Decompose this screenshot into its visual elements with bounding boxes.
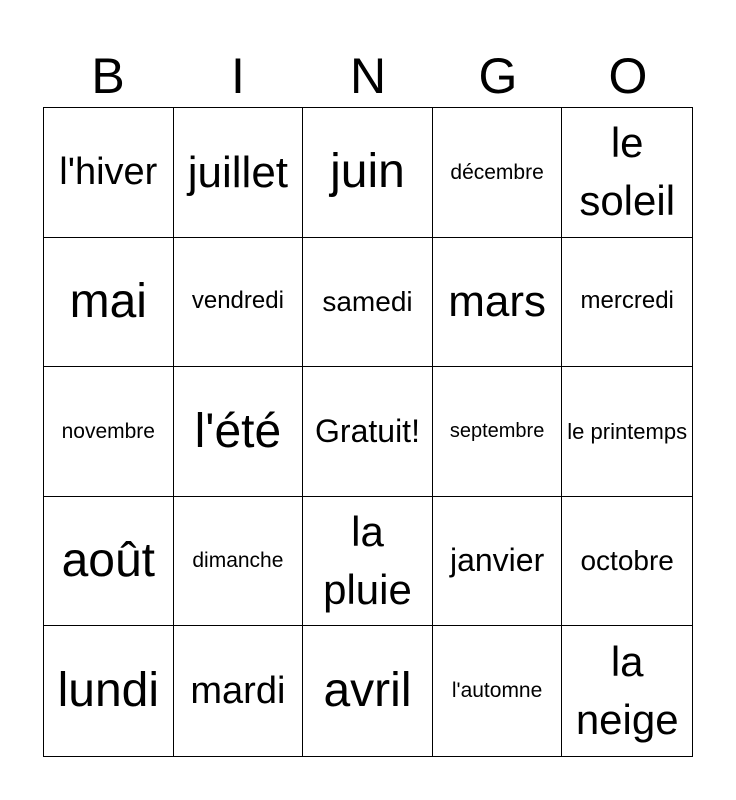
cell-label: la neige [575, 638, 679, 744]
cell-label: vendredi [191, 287, 284, 315]
bingo-cell[interactable] [174, 497, 304, 627]
cell-label: octobre [580, 545, 674, 577]
cell-label: novembre [61, 419, 155, 443]
cell-label: janvier [449, 542, 545, 579]
bingo-cell[interactable] [44, 108, 174, 238]
bingo-cell[interactable] [562, 626, 692, 756]
bingo-cell[interactable] [433, 367, 563, 497]
bingo-cell[interactable] [433, 497, 563, 627]
cell-label: dimanche [192, 549, 284, 573]
bingo-board [43, 107, 693, 757]
bingo-cell[interactable] [562, 108, 692, 238]
cell-label: juillet [187, 147, 289, 197]
header-letter-i: I [231, 48, 245, 104]
cell-label: avril [323, 664, 412, 718]
bingo-cell[interactable] [303, 238, 433, 368]
header-letter-o: O [608, 48, 648, 104]
cell-label: le printemps [567, 418, 688, 444]
cell-label: mercredi [580, 287, 674, 315]
cell-label: décembre [450, 160, 544, 184]
bingo-cell[interactable] [303, 626, 433, 756]
cell-label: mai [69, 275, 147, 329]
bingo-cell[interactable] [174, 626, 304, 756]
cell-label: la pluie [323, 508, 412, 614]
cell-label: samedi [322, 286, 413, 318]
cell-label: mars [448, 277, 546, 327]
free-space-label: Gratuit! [315, 412, 420, 449]
bingo-cell[interactable] [44, 497, 174, 627]
bingo-cell[interactable] [303, 108, 433, 238]
bingo-cell[interactable] [174, 238, 304, 368]
bingo-cell[interactable] [303, 497, 433, 627]
bingo-cell[interactable] [562, 238, 692, 368]
cell-label: l'été [194, 404, 282, 458]
cell-label: l'automne [451, 679, 543, 703]
cell-label: juin [330, 145, 405, 199]
bingo-cell[interactable] [433, 108, 563, 238]
bingo-cell[interactable] [44, 367, 174, 497]
free-space-cell[interactable] [303, 367, 433, 497]
bingo-cell[interactable] [174, 108, 304, 238]
bingo-header [43, 46, 693, 106]
bingo-cell[interactable] [174, 367, 304, 497]
bingo-cell[interactable] [433, 238, 563, 368]
bingo-cell[interactable] [562, 367, 692, 497]
bingo-cell[interactable] [44, 626, 174, 756]
cell-label: mardi [190, 669, 286, 712]
cell-label: le soleil [579, 119, 676, 225]
cell-label: septembre [449, 420, 545, 443]
bingo-cell[interactable] [44, 238, 174, 368]
bingo-cell[interactable] [433, 626, 563, 756]
cell-label: lundi [57, 664, 159, 718]
cell-label: août [61, 534, 155, 588]
header-letter-n: N [349, 48, 387, 104]
header-letter-g: G [478, 48, 518, 104]
header-letter-b: B [91, 48, 125, 104]
bingo-cell[interactable] [562, 497, 692, 627]
cell-label: l'hiver [59, 151, 158, 194]
